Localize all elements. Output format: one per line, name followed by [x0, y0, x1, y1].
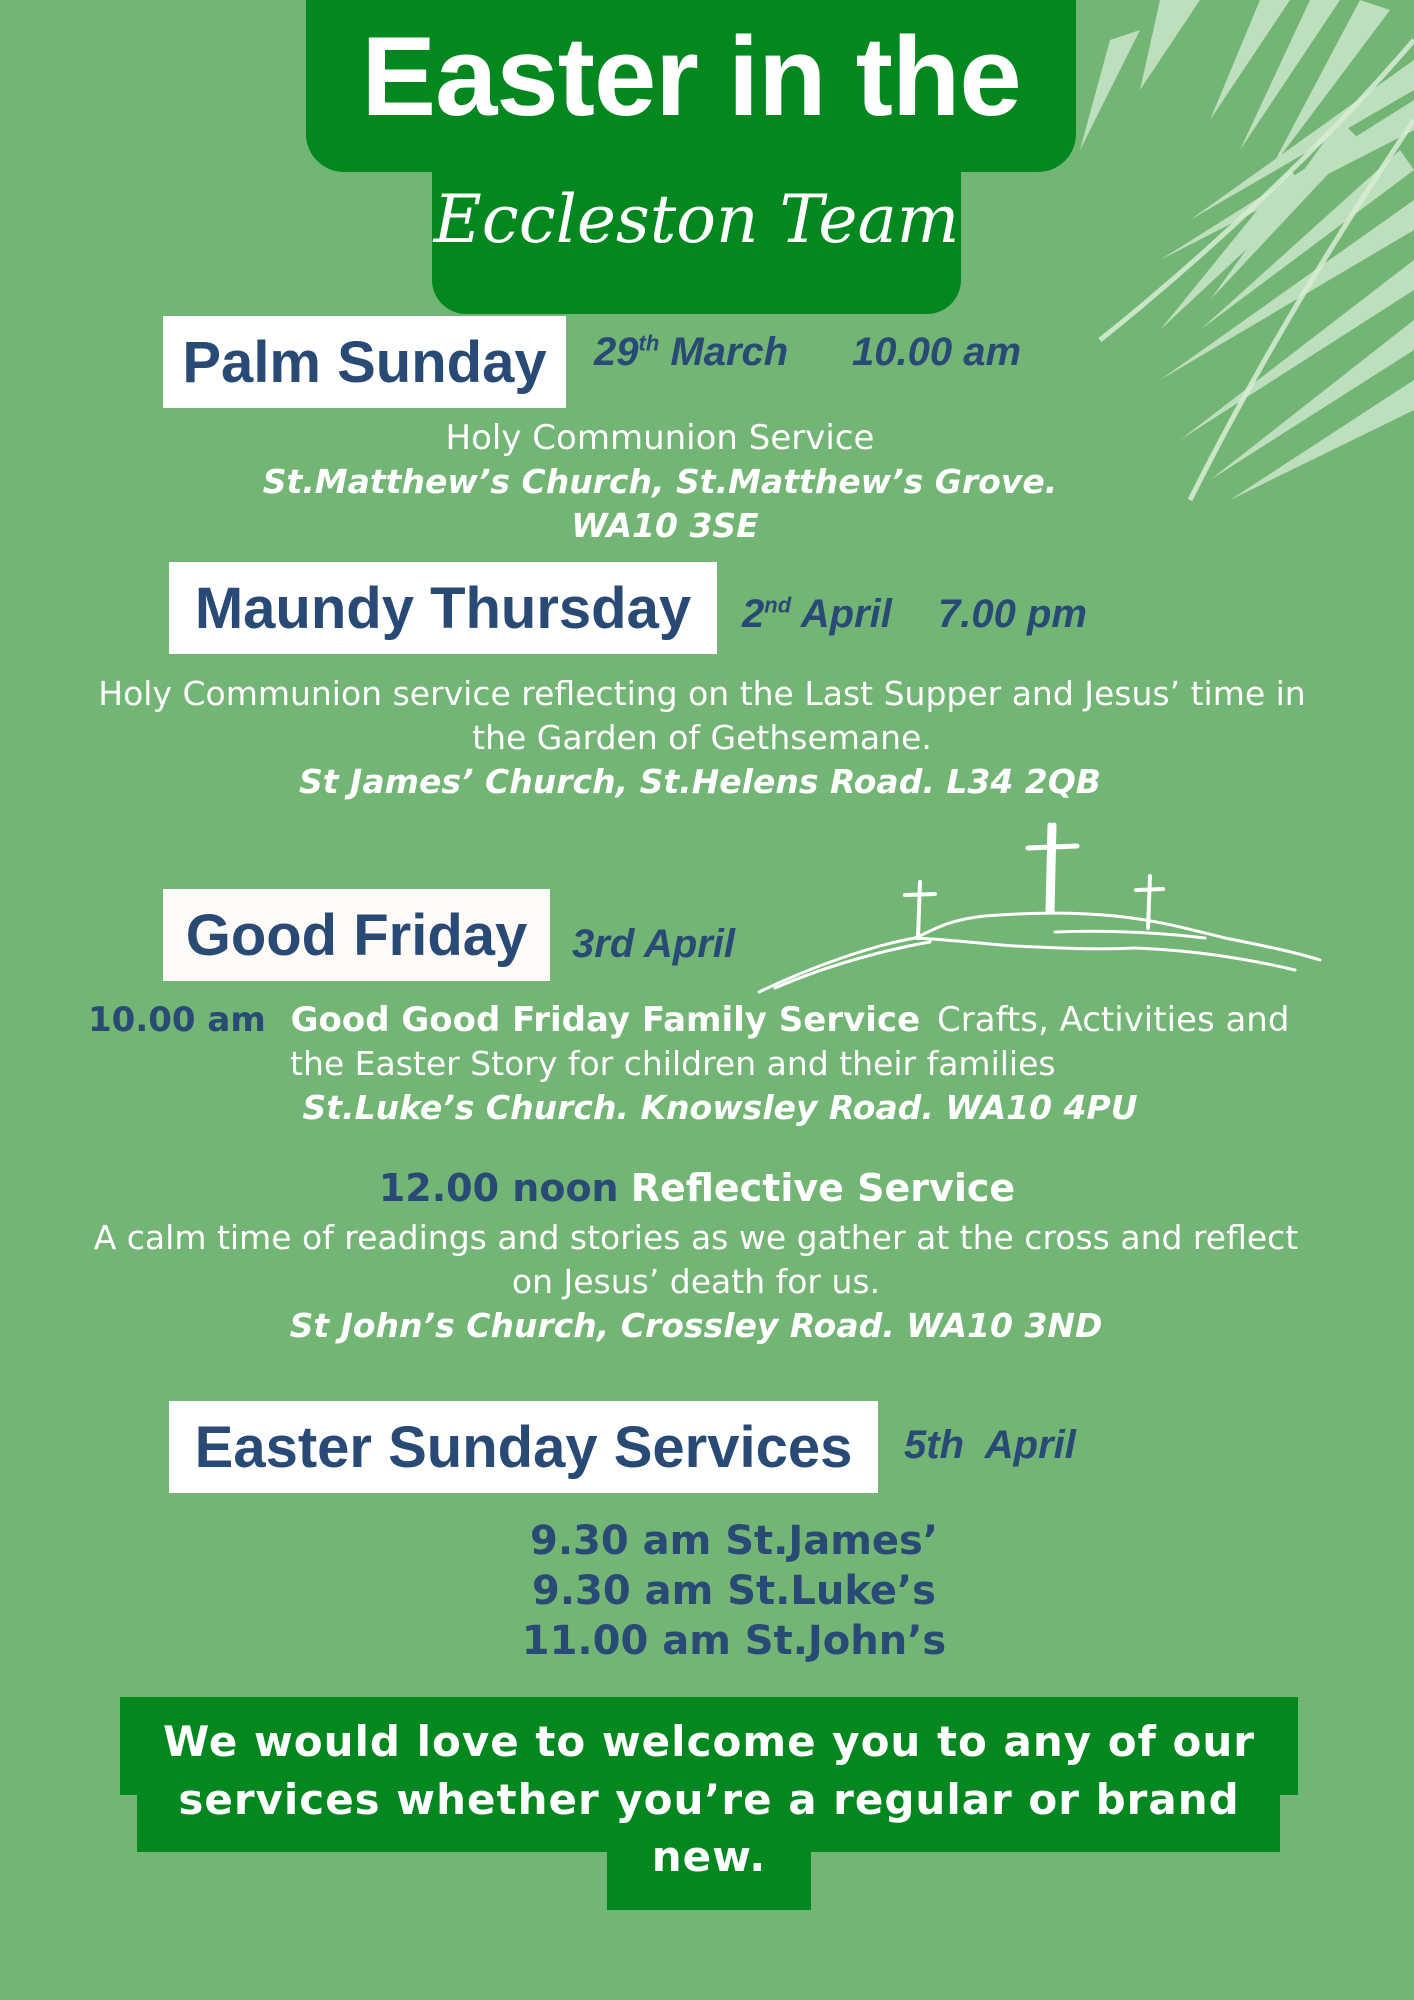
easter-sunday-date: 5th April	[904, 1423, 1076, 1467]
maundy-thursday-description-1: Holy Communion service reflecting on the Last Supper and Jesus’ time in	[98, 674, 1306, 713]
date-suffix: th	[638, 330, 660, 356]
page-title: Easter in the	[361, 14, 1021, 139]
welcome-line-3: new.	[651, 1832, 767, 1881]
easter-sunday-heading: Easter Sunday Services	[169, 1401, 878, 1493]
maundy-thursday-date	[742, 592, 892, 637]
date-day: 29	[594, 330, 639, 374]
easter-sunday-time-2: 9.30 am St.Luke’s	[532, 1568, 936, 1614]
date-month: March	[670, 330, 789, 374]
welcome-line-1: We would love to welcome you to any of our	[163, 1717, 1255, 1766]
maundy-thursday-description-2: the Garden of Gethsemane.	[472, 718, 932, 757]
maundy-thursday-time: 7.00 pm	[938, 592, 1087, 636]
family-service-line	[88, 1000, 1289, 1040]
date-month: April	[800, 592, 892, 636]
date-suffix: nd	[764, 592, 792, 618]
reflective-service-location: St John’s Church, Crossley Road. WA10 3ND	[289, 1306, 1103, 1345]
palm-sunday-location: St.Matthew’s Church, St.Matthew’s Grove.	[262, 462, 1058, 501]
family-service-title: Good Good Friday Family Service	[290, 1000, 921, 1040]
reflective-service-time: 12.00 noon	[378, 1166, 619, 1210]
good-friday-heading: Good Friday	[163, 889, 550, 981]
palm-sunday-heading: Palm Sunday	[163, 316, 566, 408]
good-friday-date: 3rd April	[572, 922, 735, 966]
palm-sunday-date	[594, 330, 788, 375]
reflective-service-line	[0, 1166, 1394, 1210]
reflective-service-description-1: A calm time of readings and stories as we gather at the cross and reflect	[93, 1218, 1299, 1257]
three-crosses-hill-icon	[755, 820, 1325, 1000]
welcome-line-2: services whether you’re a regular or brand	[178, 1775, 1240, 1824]
palm-sunday-service: Holy Communion Service	[445, 418, 875, 458]
reflective-service-title: Reflective Service	[630, 1166, 1016, 1210]
page-subtitle: Eccleston Team	[433, 181, 960, 258]
easter-sunday-time-1: 9.30 am St.James’	[529, 1518, 939, 1564]
date-day: 2	[742, 592, 765, 636]
reflective-service-description-2: on Jesus’ death for us.	[511, 1262, 881, 1301]
family-service-desc-b: the Easter Story for children and their families	[290, 1044, 1056, 1083]
family-service-time: 10.00 am	[88, 1000, 266, 1040]
palm-sunday-time: 10.00 am	[852, 330, 1022, 374]
easter-sunday-time-3: 11.00 am St.John’s	[521, 1618, 947, 1664]
maundy-thursday-heading: Maundy Thursday	[169, 562, 717, 654]
maundy-thursday-location: St James’ Church, St.Helens Road. L34 2QB	[299, 762, 1101, 801]
family-service-desc-a: Crafts, Activities and	[936, 1000, 1290, 1040]
palm-sunday-postcode: WA10 3SE	[571, 506, 759, 545]
family-service-location: St.Luke’s Church. Knowsley Road. WA10 4PU	[302, 1088, 1138, 1127]
